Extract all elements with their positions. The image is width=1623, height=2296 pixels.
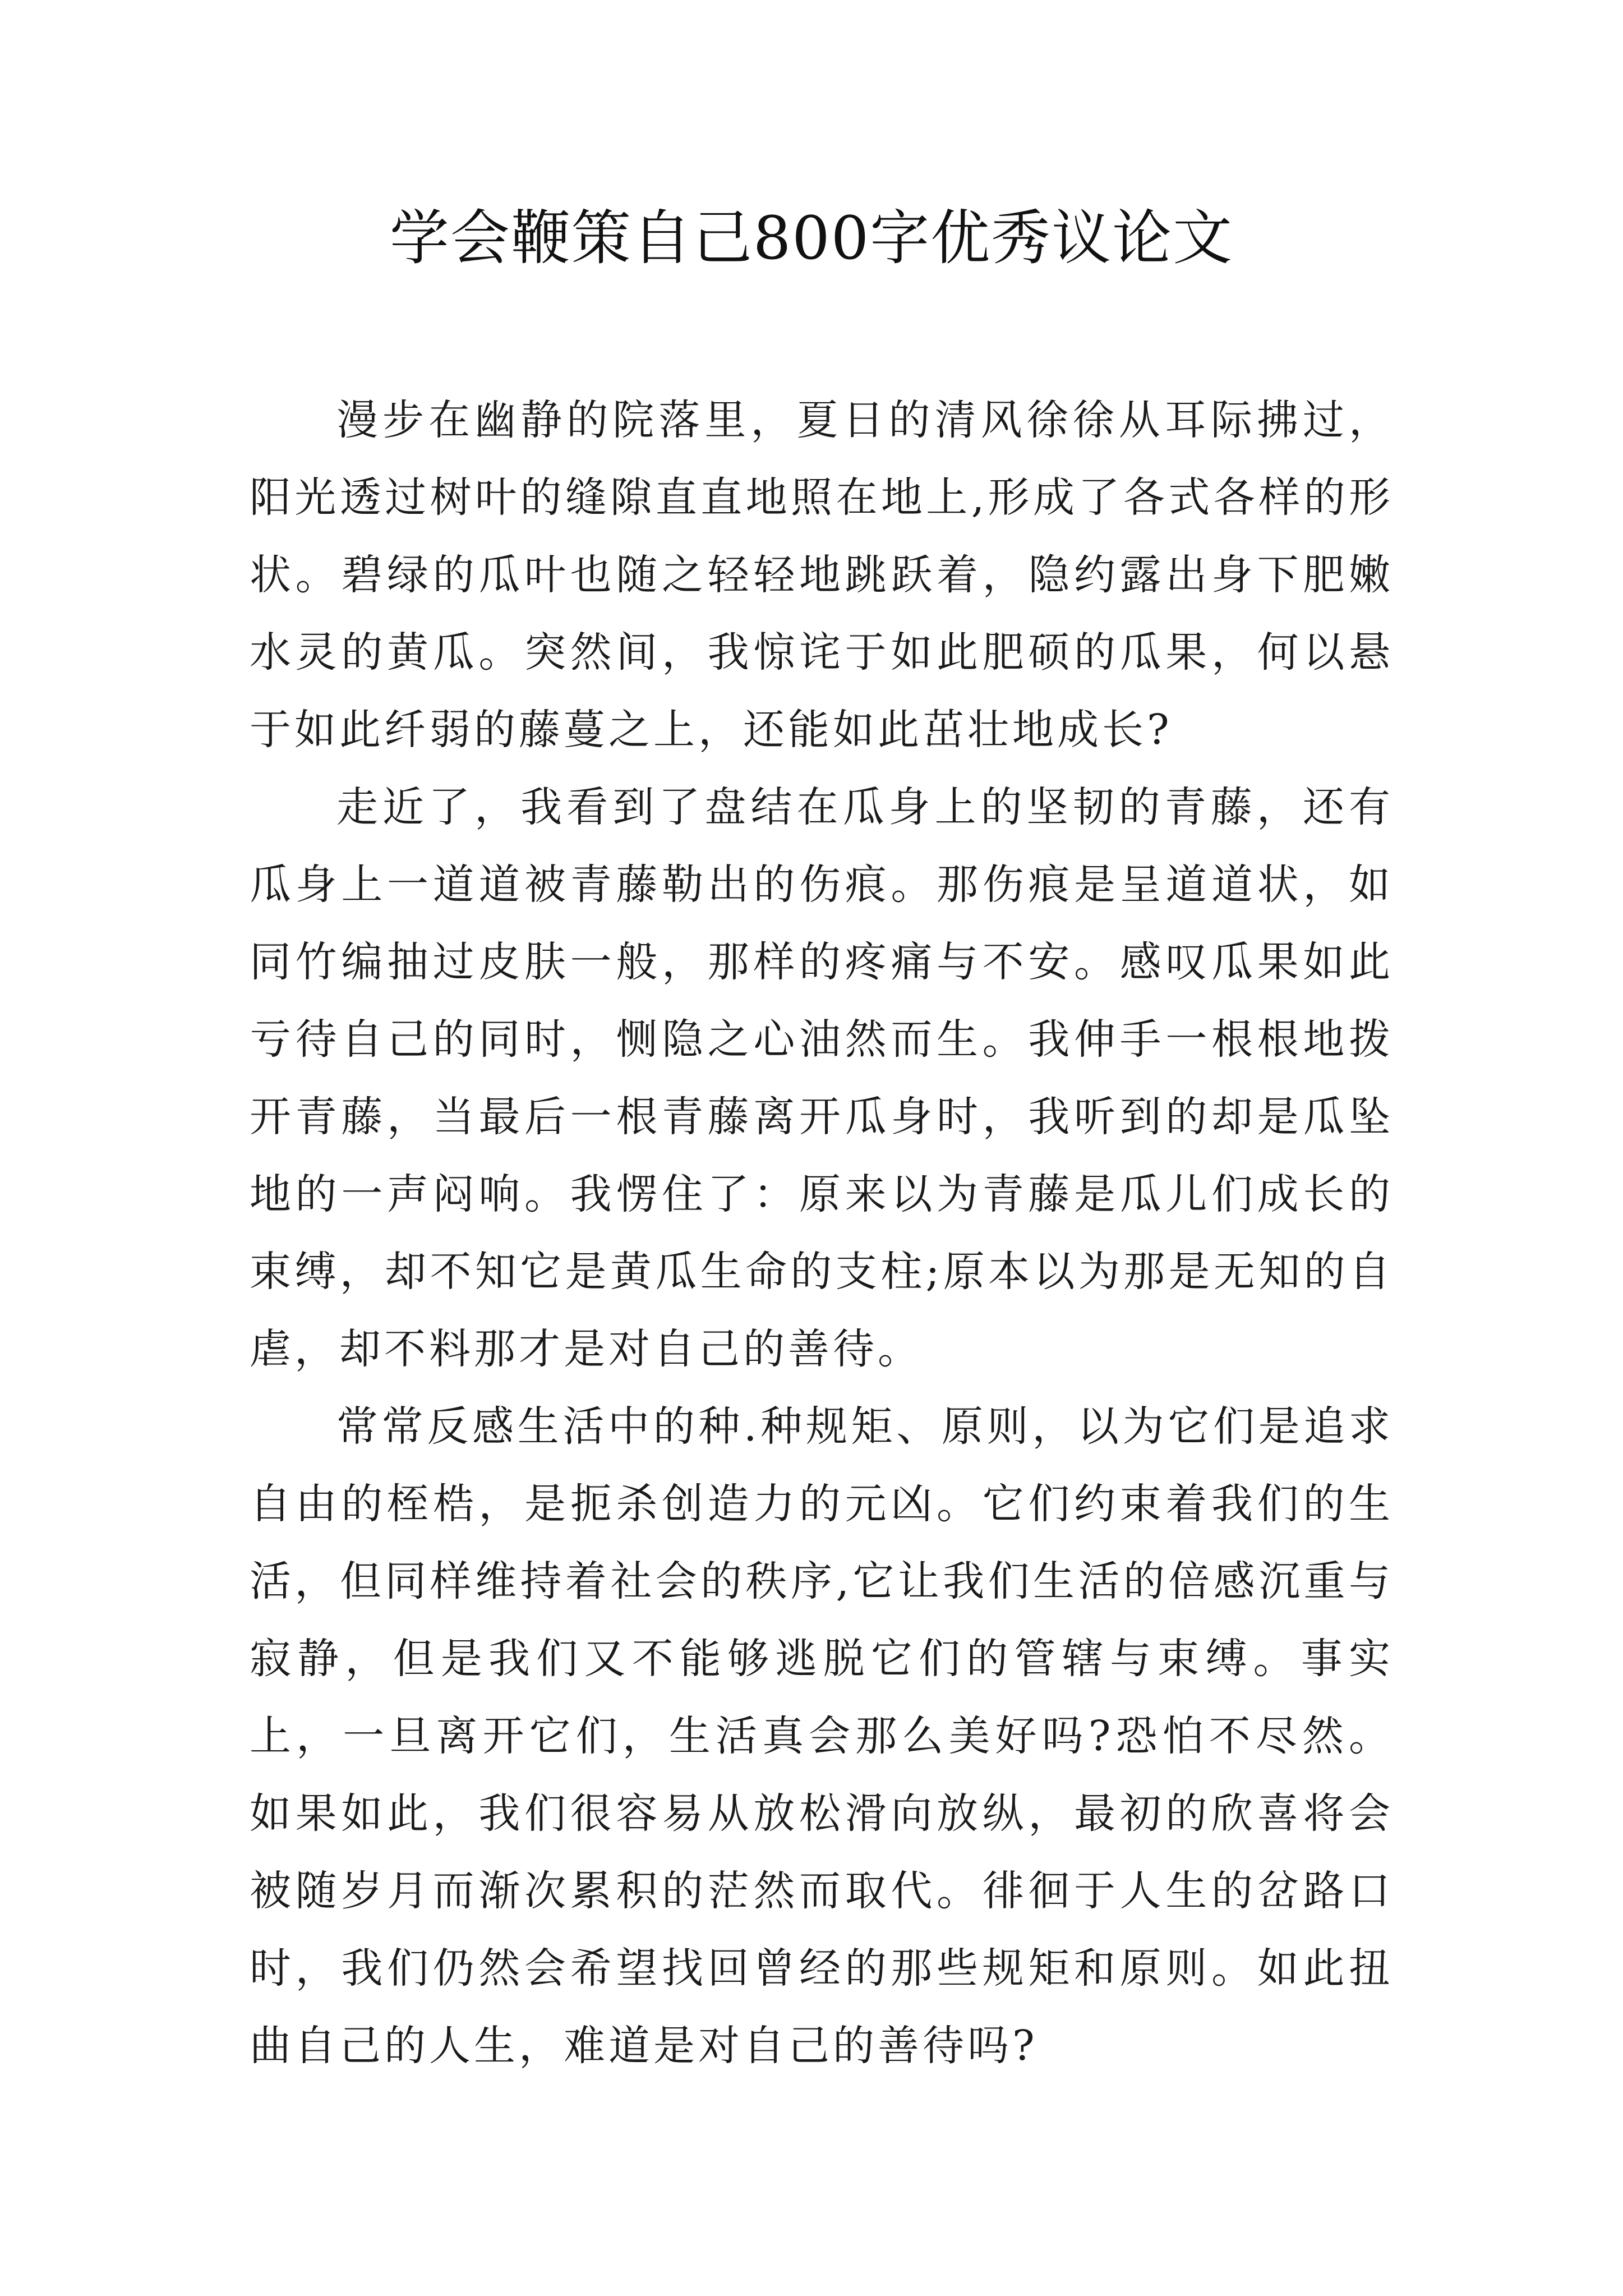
paragraph-3: 常常反感生活中的种.种规矩、原则，以为它们是追求自由的桎梏，是扼杀创造力的元凶。它们约束着我们的生活，但同样维持着社会的秩序,它让我们生活的倍感沉重与寂静，但是我们又不能够逃脱它们的管辖与束缚。事实上，一旦离开它们，生活真会那么美好吗?恐怕不尽然。如果如此，我们很容易从放松滑向放纵，最初的欣喜将会被随岁月而渐次累积的茫然而取代。徘徊于人生的岔路口时，我们仍然会希望找回曾经的那些规矩和原则。如此扭曲自己的人生，难道是对自己的善待吗? [250, 1402, 1394, 2070]
paragraph-2: 走近了，我看到了盘结在瓜身上的坚韧的青藤，还有瓜身上一道道被青藤勒出的伤痕。那伤痕是呈道道状，如同竹编抽过皮肤一般，那样的疼痛与不安。感叹瓜果如此亏待自己的同时，恻隐之心油然而生。我伸手一根根地拨开青藤，当最后一根青藤离开瓜身时，我听到的却是瓜坠地的一声闷响。我愣住了：原来以为青藤是瓜儿们成长的束缚，却不知它是黄瓜生命的支柱;原本以为那是无知的自虐，却不料那才是对自己的善待。 [250, 783, 1394, 1373]
document-body [250, 381, 1394, 2085]
document-title: 学会鞭策自己800字优秀议论文 [389, 204, 1234, 273]
paragraph-1: 漫步在幽静的院落里，夏日的清风徐徐从耳际拂过，阳光透过树叶的缝隙直直地照在地上,形成了各式各样的形状。碧绿的瓜叶也随之轻轻地跳跃着，隐约露出身下肥嫩水灵的黄瓜。突然间，我惊诧于如此肥硕的瓜果，何以悬于如此纤弱的藤蔓之上，还能如此茁壮地成长? [250, 396, 1394, 754]
